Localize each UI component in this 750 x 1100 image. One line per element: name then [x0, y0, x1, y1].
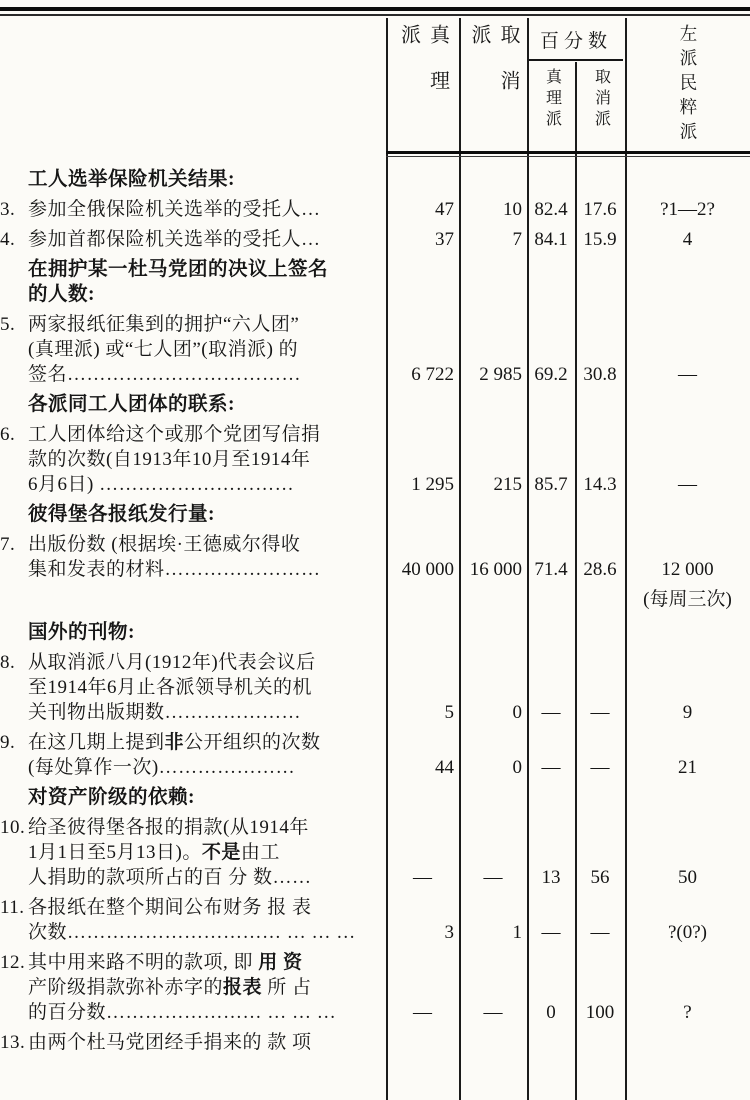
value-text: 71.4 [534, 559, 568, 580]
value-cell [386, 422, 459, 497]
value-text: 4 [682, 229, 693, 250]
value-cell [575, 532, 625, 582]
label-text: 产阶级捐款弥补赤字的 [28, 977, 224, 998]
label-text: 用 资 [258, 952, 303, 973]
value-cell [459, 422, 527, 497]
label-text: 集和发表的材料…………………… [28, 559, 321, 580]
value-cell [459, 620, 527, 645]
value-text: 0 [546, 1002, 556, 1023]
value-text: 3 [444, 922, 454, 943]
label-text: 不是 [201, 842, 241, 863]
value-cell [459, 730, 527, 780]
value-cell [459, 587, 527, 612]
value-cell [459, 815, 527, 890]
value-cell [575, 587, 625, 612]
header-label: 取消派 [468, 24, 519, 116]
value-text: 40 000 [401, 559, 454, 580]
table-row [0, 1030, 750, 1055]
label-text: 对资产阶级的依赖: [28, 787, 195, 808]
row-number: 6. [0, 424, 16, 445]
value-cell [527, 1030, 575, 1055]
value-cell [386, 815, 459, 890]
value-text: 0 [512, 757, 522, 778]
value-cell [575, 312, 625, 387]
table-row [0, 312, 750, 387]
header-label: 左派民粹派 [678, 24, 698, 147]
value-text: 2 985 [479, 364, 522, 385]
value-text: 17.6 [583, 199, 617, 220]
label-text: 彼得堡各报纸发行量: [28, 504, 215, 525]
value-cell [527, 950, 575, 1025]
value-cell [459, 895, 527, 945]
label-text: 各派同工人团体的联系: [28, 394, 235, 415]
value-text: 28.6 [583, 559, 617, 580]
value-cell [575, 650, 625, 725]
value-text: 85.7 [534, 474, 568, 495]
value-cell [386, 532, 459, 582]
label-text: 其中用来路不明的款项, 即 [28, 952, 259, 973]
label-text: 次数…………………………… … … … [28, 922, 356, 943]
value-text: — [678, 474, 697, 495]
value-text: 37 [435, 229, 454, 250]
row-number: 3. [0, 199, 16, 220]
label-text: 款的次数(自1913年10月至1914年 [28, 449, 311, 470]
label-text: 参加首都保险机关选举的受托人… [28, 229, 321, 250]
value-cell [625, 257, 750, 307]
value-text: 69.2 [534, 364, 568, 385]
value-text: — [590, 922, 610, 943]
value-cell [527, 895, 575, 945]
table-row [0, 815, 750, 890]
label-text: 参加全俄保险机关选举的受托人… [28, 199, 321, 220]
label-cell [0, 227, 386, 252]
value-cell [527, 227, 575, 252]
note-row [0, 587, 750, 612]
value-cell [459, 502, 527, 527]
label-cell [0, 502, 386, 527]
row-number: 9. [0, 732, 16, 753]
label-cell [0, 587, 386, 612]
table-row [0, 422, 750, 497]
value-text: 84.1 [534, 229, 568, 250]
value-text: 0 [512, 702, 522, 723]
value-cell [527, 815, 575, 890]
percent-group-underline [529, 59, 623, 61]
value-text: — [483, 867, 503, 888]
row-number: 13. [0, 1032, 26, 1053]
header-label: 真理派 [397, 24, 449, 116]
value-text: 10 [503, 199, 522, 220]
value-cell [625, 197, 750, 222]
value-cell [575, 815, 625, 890]
value-text: 21 [678, 757, 697, 778]
table-row [0, 895, 750, 945]
value-cell [386, 167, 459, 192]
row-number: 11. [0, 897, 25, 918]
value-cell [527, 422, 575, 497]
label-text: 各报纸在整个期间公布财务 报 表 [28, 897, 312, 918]
value-text: 100 [585, 1002, 615, 1023]
label-text: 至1914年6月止各派领导机关的机 [28, 677, 313, 698]
value-cell [527, 650, 575, 725]
label-text: 由两个杜马党团经手捐来的 款 项 [28, 1032, 312, 1053]
label-cell [0, 1030, 386, 1055]
value-text: 6 722 [411, 364, 454, 385]
value-cell [386, 312, 459, 387]
value-text: 16 000 [469, 559, 522, 580]
row-number: 5. [0, 314, 16, 335]
value-text: 44 [435, 757, 454, 778]
value-cell [625, 895, 750, 945]
label-text: 的百分数…………………… … … … [28, 1002, 337, 1023]
label-text: 工人团体给这个或那个党团写信捐 [28, 424, 321, 445]
section-row [0, 502, 750, 527]
value-text: — [413, 867, 432, 888]
value-cell [527, 167, 575, 192]
value-cell [625, 620, 750, 645]
label-cell [0, 785, 386, 810]
label-text: 1月1日至5月13日)。 [28, 842, 202, 863]
label-text: 报表 [223, 977, 263, 998]
value-cell [575, 167, 625, 192]
label-text: 关刊物出版期数………………… [28, 702, 302, 723]
value-cell [527, 587, 575, 612]
label-text: 出版份数 (根据埃·王德威尔得收 [28, 534, 301, 555]
label-text: 在这几期上提到 [28, 732, 165, 753]
value-cell [625, 227, 750, 252]
value-text: — [678, 364, 697, 385]
label-text: 工人选举保险机关结果: [28, 169, 235, 190]
label-text: 国外的刊物: [28, 622, 135, 643]
value-cell [575, 895, 625, 945]
value-cell [527, 312, 575, 387]
section-row [0, 620, 750, 645]
value-cell [527, 620, 575, 645]
section-row [0, 257, 750, 307]
value-text: 82.4 [534, 199, 568, 220]
header-cell-liquidators [461, 24, 527, 154]
header-label: 取消派 [592, 68, 610, 131]
value-cell [386, 650, 459, 725]
value-cell [625, 815, 750, 890]
value-cell [527, 197, 575, 222]
label-cell [0, 532, 386, 582]
value-cell [459, 227, 527, 252]
value-cell [459, 312, 527, 387]
value-cell [625, 392, 750, 417]
value-cell [625, 785, 750, 810]
value-text: 30.8 [583, 364, 617, 385]
header-separator-thin [386, 156, 750, 157]
label-cell [0, 392, 386, 417]
value-text: — [541, 922, 561, 943]
label-cell [0, 167, 386, 192]
label-text: 两家报纸征集到的拥护“六人团” [28, 314, 300, 335]
label-text: 人捐助的款项所占的百 分 数…… [28, 867, 312, 888]
value-text: 5 [444, 702, 454, 723]
value-text: — [590, 702, 610, 723]
label-cell [0, 730, 386, 780]
table-row [0, 730, 750, 780]
label-text: (每处算作一次)………………… [28, 757, 296, 778]
value-text: 47 [435, 199, 454, 220]
value-cell [575, 950, 625, 1025]
value-cell [527, 532, 575, 582]
value-cell [459, 950, 527, 1025]
label-cell [0, 895, 386, 945]
value-text: 12 000 [661, 559, 714, 580]
label-text: 签名……………………………… [28, 364, 302, 385]
value-text: (每周三次) [643, 589, 732, 610]
value-cell [386, 895, 459, 945]
top-border-thin [0, 14, 750, 16]
header-cell-pravda [388, 24, 459, 154]
value-cell [459, 1030, 527, 1055]
value-cell [459, 167, 527, 192]
label-text: 给圣彼得堡各报的捐款(从1914年 [28, 817, 309, 838]
row-number: 8. [0, 652, 16, 673]
header-cell-left-narodniks [627, 24, 750, 156]
value-cell [575, 785, 625, 810]
value-text: — [483, 1002, 503, 1023]
value-cell [625, 422, 750, 497]
value-cell [459, 650, 527, 725]
label-cell [0, 950, 386, 1025]
value-cell [386, 1030, 459, 1055]
value-cell [386, 257, 459, 307]
label-text: 由工 [240, 842, 280, 863]
label-text: 非 [164, 732, 185, 753]
table-row [0, 197, 750, 222]
value-text: 50 [678, 867, 697, 888]
value-cell [386, 502, 459, 527]
value-cell [527, 730, 575, 780]
row-number: 7. [0, 534, 16, 555]
value-cell [527, 785, 575, 810]
value-cell [527, 257, 575, 307]
value-text: 13 [541, 867, 561, 888]
section-row [0, 167, 750, 192]
table-row [0, 532, 750, 582]
header-label: 真理派 [543, 68, 561, 131]
value-cell [575, 227, 625, 252]
label-cell [0, 815, 386, 890]
value-cell [625, 587, 750, 612]
value-cell [575, 502, 625, 527]
value-text: 1 [512, 922, 522, 943]
value-cell [386, 620, 459, 645]
value-cell [386, 785, 459, 810]
label-text: 所 占 [262, 977, 312, 998]
row-number: 4. [0, 229, 16, 250]
value-cell [625, 532, 750, 582]
label-text: 在拥护某一杜马党团的决议上签名 [28, 259, 329, 280]
value-cell [386, 730, 459, 780]
header-cell-percent-pravda [529, 68, 575, 152]
value-cell [575, 620, 625, 645]
row-number: 10. [0, 817, 26, 838]
header-label: 百分数 [539, 31, 612, 52]
value-cell [459, 532, 527, 582]
label-cell [0, 620, 386, 645]
value-cell [386, 197, 459, 222]
header-cell-percent [527, 26, 625, 53]
section-row [0, 392, 750, 417]
table-row [0, 950, 750, 1025]
value-text: ?1—2? [660, 199, 715, 220]
label-text: 6月6日) ………………………… [28, 474, 295, 495]
table-row [0, 650, 750, 725]
value-cell [386, 392, 459, 417]
value-text: — [413, 1002, 432, 1023]
label-text: 从取消派八月(1912年)代表会议后 [28, 652, 316, 673]
value-cell [625, 730, 750, 780]
value-text: 9 [682, 702, 693, 723]
value-cell [575, 730, 625, 780]
value-cell [625, 650, 750, 725]
top-border-thick [0, 7, 750, 11]
value-cell [625, 1030, 750, 1055]
value-cell [625, 950, 750, 1025]
value-text: ? [683, 1002, 692, 1023]
value-cell [459, 257, 527, 307]
value-cell [459, 785, 527, 810]
value-cell [575, 257, 625, 307]
label-text: 公开组织的次数 [184, 732, 321, 753]
value-cell [386, 950, 459, 1025]
value-cell [625, 167, 750, 192]
row-number: 12. [0, 952, 26, 973]
table-body [0, 163, 750, 1060]
value-cell [575, 1030, 625, 1055]
value-cell [527, 502, 575, 527]
section-row [0, 785, 750, 810]
value-cell [625, 502, 750, 527]
value-text: — [541, 702, 561, 723]
value-text: 215 [493, 474, 522, 495]
value-cell [575, 392, 625, 417]
value-text: 15.9 [583, 229, 617, 250]
label-cell [0, 257, 386, 307]
value-cell [386, 587, 459, 612]
value-cell [575, 197, 625, 222]
value-cell [625, 312, 750, 387]
label-cell [0, 312, 386, 387]
value-text: 56 [590, 867, 610, 888]
value-text: — [590, 757, 610, 778]
label-cell [0, 422, 386, 497]
value-cell [459, 197, 527, 222]
value-text: 7 [512, 229, 522, 250]
value-cell [575, 422, 625, 497]
label-text: 的人数: [28, 284, 95, 305]
header-cell-percent-liquidators [577, 68, 625, 152]
value-cell [527, 392, 575, 417]
value-text: 1 295 [411, 474, 454, 495]
label-cell [0, 197, 386, 222]
value-text: ?(0?) [667, 922, 708, 943]
header-separator-thick [386, 151, 750, 154]
table-row [0, 227, 750, 252]
value-text: 14.3 [583, 474, 617, 495]
value-cell [386, 227, 459, 252]
label-text: (真理派) 或“七人团”(取消派) 的 [28, 339, 299, 360]
label-cell [0, 650, 386, 725]
value-cell [459, 392, 527, 417]
value-text: — [541, 757, 561, 778]
